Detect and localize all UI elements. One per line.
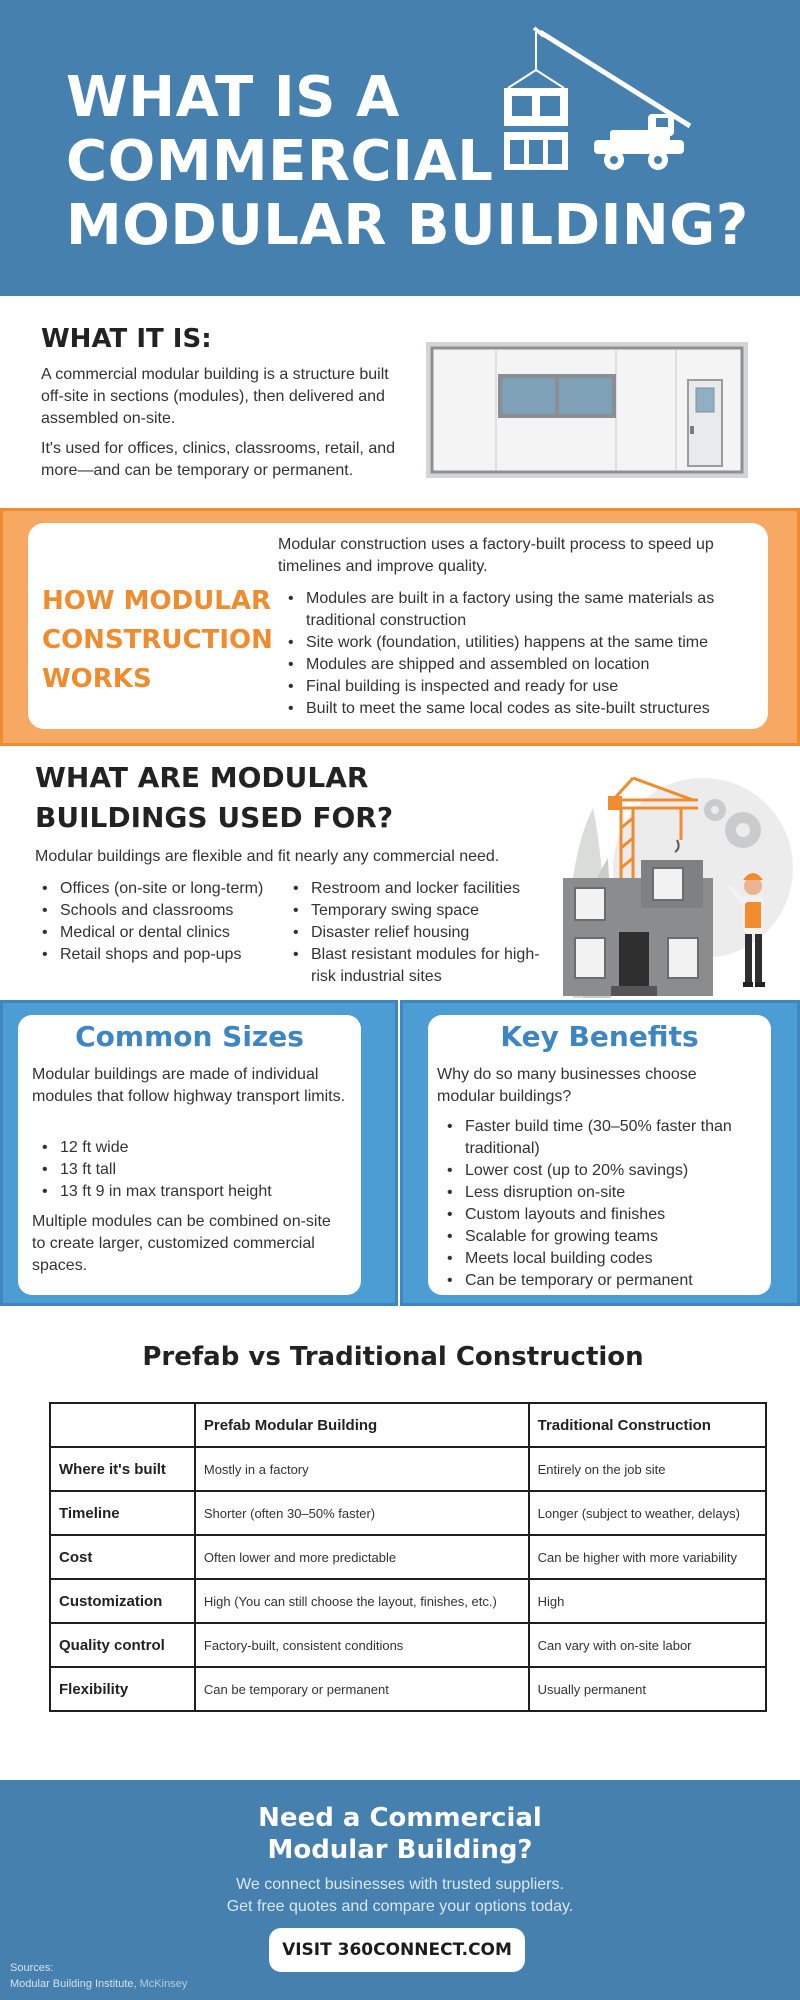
list-item: • Less disruption on-site	[437, 1182, 767, 1204]
table-header-cell	[50, 1403, 195, 1447]
list-item: • Blast resistant modules for high-risk industrial sites	[283, 944, 553, 988]
source-item-link[interactable]: McKinsey	[139, 1978, 188, 1990]
visit-website-button[interactable]: VISIT 360CONNECT.COM	[269, 1928, 525, 1972]
what-it-is-paragraph-2: It's used for offices, clinics, classrooms, retail, and more—and can be temporary or permanent.	[41, 440, 396, 479]
list-item: • Built to meet the same local codes as site-built structures	[278, 698, 768, 720]
table-cell: Mostly in a factory	[195, 1447, 529, 1491]
table-row	[50, 1447, 766, 1491]
used-for-heading: WHAT ARE MODULAR BUILDINGS USED FOR?	[35, 761, 394, 834]
key-benefits-title: Key Benefits	[500, 1020, 699, 1053]
table-row-label: Flexibility	[50, 1667, 195, 1711]
what-it-is-paragraph-1: A commercial modular building is a structure built off-site in sections (modules), then delivered and assembled on-site.	[41, 366, 389, 427]
used-for-list-left	[32, 878, 282, 966]
cta-title	[0, 1802, 800, 1866]
common-sizes-list	[32, 1137, 352, 1203]
list-item: • Meets local building codes	[437, 1248, 767, 1270]
table-row	[50, 1667, 766, 1711]
cta-subtitle	[0, 1874, 800, 1918]
modular-building-photo	[426, 342, 748, 478]
key-benefits-intro: Why do so many businesses choose modular buildings?	[437, 1066, 697, 1105]
list-item: • Final building is inspected and ready for use	[278, 676, 768, 698]
how-it-works-intro: Modular construction uses a factory-built process to speed up timelines and improve quality.	[278, 536, 714, 575]
key-benefits-list	[437, 1116, 767, 1292]
table-cell: Often lower and more predictable	[195, 1535, 529, 1579]
list-item: • 13 ft 9 in max transport height	[32, 1181, 352, 1203]
table-cell: Shorter (often 30–50% faster)	[195, 1491, 529, 1535]
comparison-title: Prefab vs Traditional Construction	[142, 1342, 644, 1372]
list-item: • 12 ft wide	[32, 1137, 352, 1159]
table-header-row	[50, 1403, 766, 1447]
list-item: • Disaster relief housing	[283, 922, 553, 944]
list-item: • Modules are built in a factory using the same materials as traditional construction	[278, 588, 768, 632]
table-cell: Usually permanent	[529, 1667, 766, 1711]
table-row-label: Cost	[50, 1535, 195, 1579]
table-row	[50, 1491, 766, 1535]
list-item: • Faster build time (30–50% faster than traditional)	[437, 1116, 767, 1160]
table-row	[50, 1623, 766, 1667]
how-it-works-heading: HOW MODULAR CONSTRUCTION WORKS	[42, 586, 273, 694]
table-row-label: Where it's built	[50, 1447, 195, 1491]
list-item: • Medical or dental clinics	[32, 922, 282, 944]
list-item: • Custom layouts and finishes	[437, 1204, 767, 1226]
cta-subtitle-line-1: We connect businesses with trusted suppliers.	[236, 1876, 564, 1893]
cta-title-line-1: Need a Commercial	[258, 1803, 542, 1833]
list-item: • Lower cost (up to 20% savings)	[437, 1160, 767, 1182]
table-cell: High (You can still choose the layout, finishes, etc.)	[195, 1579, 529, 1623]
table-header-cell: Traditional Construction	[529, 1403, 766, 1447]
crane-lifting-module-icon	[490, 26, 710, 186]
construction-worker-illustration	[553, 768, 793, 1004]
list-item: • Offices (on-site or long-term)	[32, 878, 282, 900]
table-cell: Can be temporary or permanent	[195, 1667, 529, 1711]
list-item: • Scalable for growing teams	[437, 1226, 767, 1248]
table-row	[50, 1579, 766, 1623]
cta-title-line-2: Modular Building?	[267, 1835, 533, 1865]
list-item: • Schools and classrooms	[32, 900, 282, 922]
table-row-label: Timeline	[50, 1491, 195, 1535]
comparison-table	[49, 1402, 767, 1712]
common-sizes-outro: Multiple modules can be combined on-site to create larger, customized commercial spaces.	[32, 1213, 331, 1274]
hero-title-line-1: WHAT IS A	[66, 65, 400, 130]
common-sizes-intro: Modular buildings are made of individual modules that follow highway transport limits.	[32, 1066, 346, 1105]
table-cell: Factory-built, consistent conditions	[195, 1623, 529, 1667]
common-sizes-title: Common Sizes	[75, 1020, 304, 1053]
table-cell: Longer (subject to weather, delays)	[529, 1491, 766, 1535]
list-item: • Can be temporary or permanent	[437, 1270, 767, 1292]
list-item: • Site work (foundation, utilities) happens at the same time	[278, 632, 768, 654]
source-item: Modular Building Institute,	[10, 1978, 140, 1990]
sources-label: Sources:	[10, 1962, 54, 1974]
list-item: • Temporary swing space	[283, 900, 553, 922]
table-cell: Can be higher with more variability	[529, 1535, 766, 1579]
table-row-label: Quality control	[50, 1623, 195, 1667]
hero-title-line-2: COMMERCIAL	[66, 129, 494, 194]
used-for-intro: Modular buildings are flexible and fit nearly any commercial need.	[35, 848, 500, 865]
what-it-is-heading: WHAT IT IS:	[41, 324, 212, 354]
how-it-works-list	[278, 588, 768, 720]
list-item: • Restroom and locker facilities	[283, 878, 553, 900]
sources-list	[10, 1978, 187, 1990]
cta-subtitle-line-2: Get free quotes and compare your options today.	[226, 1898, 574, 1915]
table-cell: Entirely on the job site	[529, 1447, 766, 1491]
list-item: • Retail shops and pop-ups	[32, 944, 282, 966]
used-for-list-right	[283, 878, 553, 988]
table-cell: Can vary with on-site labor	[529, 1623, 766, 1667]
table-cell: High	[529, 1579, 766, 1623]
table-row	[50, 1535, 766, 1579]
table-header-cell: Prefab Modular Building	[195, 1403, 529, 1447]
list-item: • Modules are shipped and assembled on location	[278, 654, 768, 676]
list-item: • 13 ft tall	[32, 1159, 352, 1181]
hero-title-line-3: MODULAR BUILDING?	[66, 193, 749, 258]
table-row-label: Customization	[50, 1579, 195, 1623]
